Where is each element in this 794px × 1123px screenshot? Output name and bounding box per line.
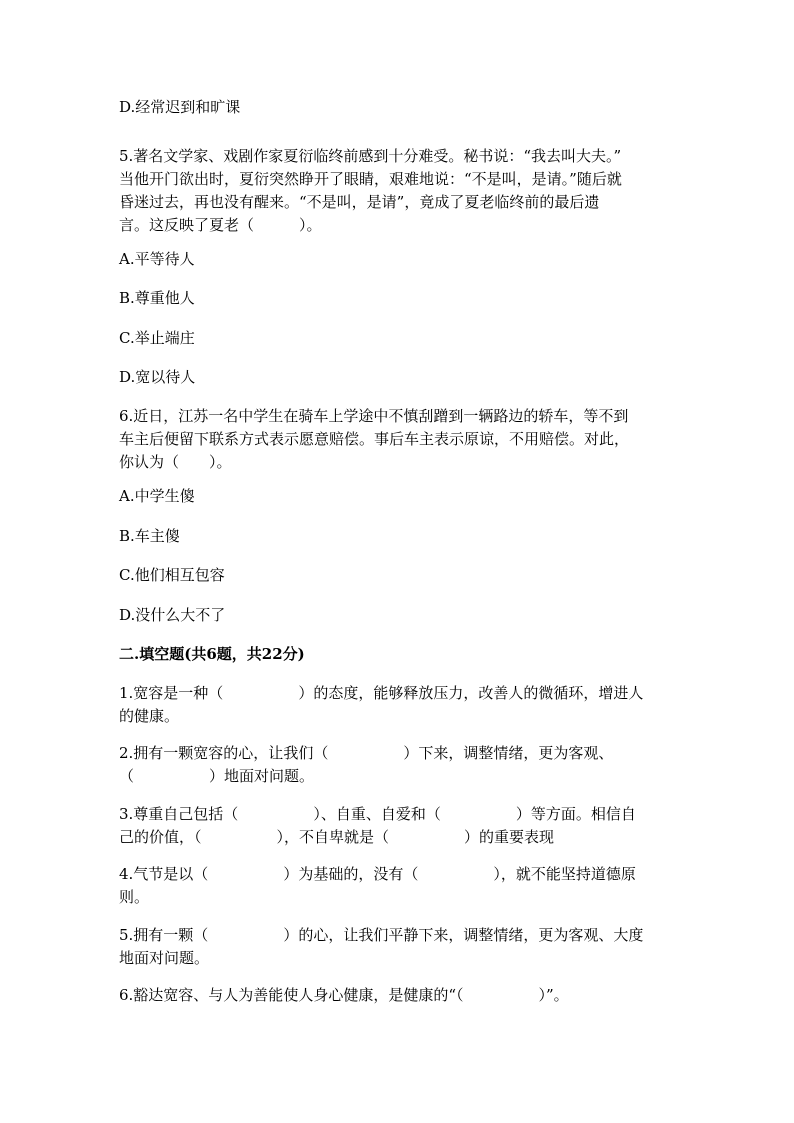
- fill-q1-line-2: 的健康。: [119, 707, 180, 725]
- section-2-title: 二.填空题(共6题，共22分): [119, 645, 305, 663]
- q6-line-2: 车主后便留下联系方式表示愿意赔偿。事后车主表示原谅，不用赔偿。对此，: [119, 430, 630, 448]
- fill-q2-line-1: 2.拥有一颗宽容的心，让我们（ ）下来，调整情绪，更为客观、: [119, 744, 614, 762]
- q4-option-d: D.经常迟到和旷课: [119, 98, 241, 116]
- q5-option-a: A.平等待人: [119, 250, 195, 268]
- q5-option-d: D.宽以待人: [119, 368, 196, 386]
- q6-line-1: 6.近日，江苏一名中学生在骑车上学途中不慎刮蹭到一辆路边的轿车，等不到: [119, 407, 629, 425]
- fill-q4-line-1: 4.气节是以（ ）为基础的，没有（ ），就不能坚持道德原: [119, 865, 636, 883]
- fill-q2-line-2: （ ）地面对问题。: [119, 767, 315, 785]
- q6-option-c: C.他们相互包容: [119, 566, 225, 584]
- q6-option-d: D.没什么大不了: [119, 606, 226, 624]
- q5-option-c: C.举止端庄: [119, 329, 195, 347]
- fill-q5-line-1: 5.拥有一颗（ ）的心，让我们平静下来，调整情绪，更为客观、大度: [119, 926, 644, 944]
- q6-option-a: A.中学生傻: [119, 487, 195, 505]
- q5-line-1: 5.著名文学家、戏剧作家夏衍临终前感到十分难受。秘书说：“我去叫大夫。”: [119, 147, 622, 165]
- fill-q1-line-1: 1.宽容是一种（ ）的态度，能够释放压力，改善人的微循环，增进人: [119, 684, 644, 702]
- fill-q4-line-2: 则。: [119, 888, 150, 906]
- fill-q3-line-1: 3.尊重自己包括（ ）、自重、自爱和（ ）等方面。相信自: [119, 805, 636, 823]
- q5-line-4: 言。这反映了夏老（ ）。: [119, 216, 322, 234]
- fill-q3-line-2: 己的价值，（ ），不自卑就是（ ）的重要表现: [119, 828, 555, 846]
- q6-line-3: 你认为（ ）。: [119, 453, 232, 471]
- q5-option-b: B.尊重他人: [119, 289, 195, 307]
- q5-line-2: 当他开门欲出时，夏衍突然睁开了眼睛，艰难地说：“不是叫，是请。”随后就: [119, 170, 622, 188]
- fill-q5-line-2: 地面对问题。: [119, 949, 210, 967]
- q5-line-3: 昏迷过去，再也没有醒来。“不是叫，是请”，竟成了夏老临终前的最后遗: [119, 193, 600, 211]
- q6-option-b: B.车主傻: [119, 527, 180, 545]
- fill-q6-line-1: 6.豁达宽容、与人为善能使人身心健康，是健康的“（ ）”。: [119, 986, 569, 1004]
